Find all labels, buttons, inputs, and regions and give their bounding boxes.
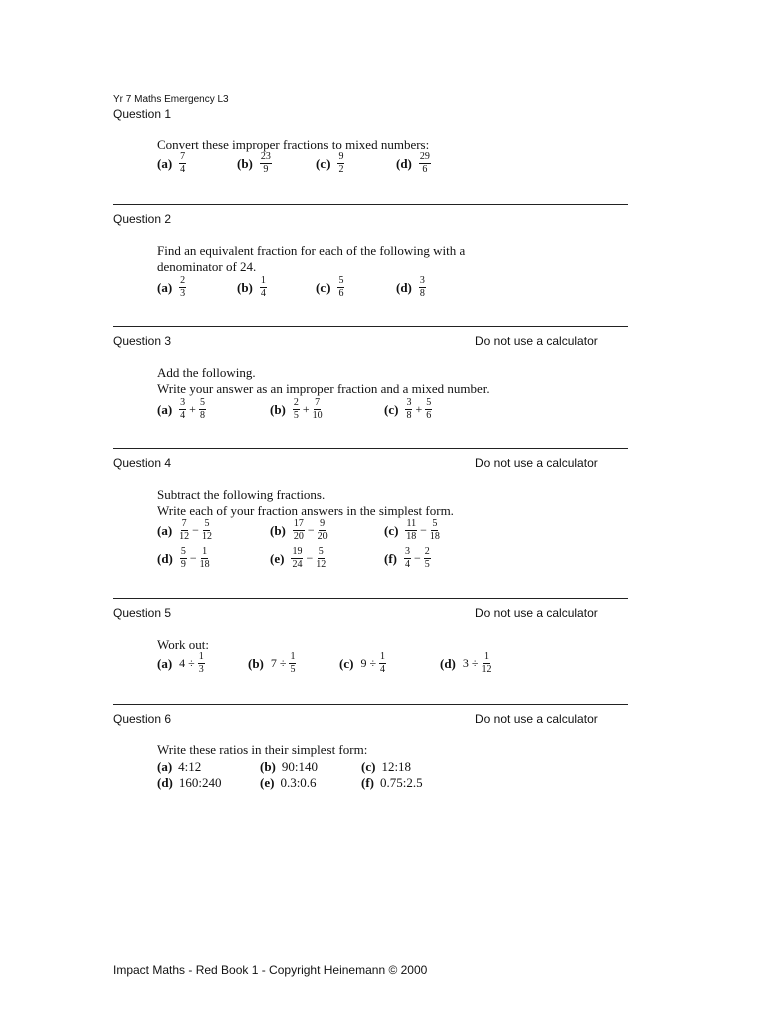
q5-item-b xyxy=(248,652,296,675)
item-label: (c) xyxy=(316,155,331,171)
fraction-expression xyxy=(404,547,431,570)
q2-item-d xyxy=(396,276,426,299)
question-4-instruction-line1: Subtract the following fractions. xyxy=(157,487,326,502)
q6-item-b xyxy=(260,759,318,775)
fraction: $\frac{3}{8}$ xyxy=(406,397,412,421)
operator: + xyxy=(415,402,423,416)
whole-number: 4 xyxy=(179,656,186,670)
q6-item-d xyxy=(157,775,222,791)
fraction-expression xyxy=(291,547,326,570)
question-6-instruction: Write these ratios in their simplest form: xyxy=(157,742,368,757)
whole-number: 7 xyxy=(270,656,277,670)
q4-item-d xyxy=(157,547,210,570)
question-2-instruction-line1: Find an equivalent fraction for each of the following with a xyxy=(157,243,466,258)
fraction-expression xyxy=(405,398,432,421)
question-1-instruction: Convert these improper fractions to mixed numbers: xyxy=(157,137,430,152)
q6-item-c xyxy=(361,759,411,775)
q2-item-a xyxy=(157,276,186,299)
question-5-title: Question 5 xyxy=(113,606,172,620)
item-label: (c) xyxy=(339,655,354,671)
question-1-title: Question 1 xyxy=(113,107,172,121)
item-label: (a) xyxy=(157,155,173,171)
fraction: $\frac{5}{12}$ xyxy=(316,546,327,570)
q5-item-d xyxy=(440,652,491,675)
fraction: $\frac{7}{12}$ xyxy=(179,518,190,542)
operator: − xyxy=(306,551,314,565)
item-label: (d) xyxy=(157,775,173,790)
q3-item-c xyxy=(384,398,432,421)
item-label: (f) xyxy=(361,775,374,790)
fraction: $\frac{7}{10}$ xyxy=(312,397,323,421)
fraction: $\frac{1}{4}$ xyxy=(380,651,386,675)
operator: ÷ xyxy=(471,656,479,670)
divider xyxy=(113,448,628,449)
document-header: Yr 7 Maths Emergency L3 xyxy=(113,94,229,105)
fraction: $\frac{5}{12}$ xyxy=(201,518,212,542)
division-expression xyxy=(271,652,297,675)
operator: ÷ xyxy=(369,656,377,670)
fraction: $\frac{2}{5}$ xyxy=(293,397,299,421)
operator: − xyxy=(307,523,315,537)
item-label: (b) xyxy=(248,655,264,671)
fraction: $\frac{17}{20}$ xyxy=(293,518,304,542)
item-label: (e) xyxy=(260,775,275,790)
fraction: $\frac{3}{4}$ xyxy=(180,397,186,421)
question-2-title: Question 2 xyxy=(113,212,172,226)
ratio-value: 0.75:2.5 xyxy=(380,775,423,790)
divider xyxy=(113,704,628,705)
ratio-value: 4:12 xyxy=(178,759,202,774)
division-expression xyxy=(463,652,492,675)
q1-item-a xyxy=(157,152,186,175)
item-label: (b) xyxy=(237,279,253,295)
fraction: $\frac{3}{4}$ xyxy=(405,546,410,570)
q1-item-b xyxy=(237,152,272,175)
fraction: $\frac{3}{8}$ xyxy=(419,275,425,299)
item-label: (a) xyxy=(157,279,173,295)
operator: ÷ xyxy=(188,656,195,670)
operator: − xyxy=(414,551,421,565)
divider xyxy=(113,598,628,599)
fraction-expression xyxy=(179,519,212,542)
q1-item-c xyxy=(316,152,344,175)
fraction: $\frac{29}{6}$ xyxy=(419,151,430,175)
fraction: $\frac{1}{18}$ xyxy=(199,546,210,570)
item-label: (e) xyxy=(270,550,285,566)
q1-item-d xyxy=(396,152,431,175)
item-label: (c) xyxy=(361,759,376,774)
question-2-instruction-line2: denominator of 24. xyxy=(157,259,257,274)
fraction: $\frac{1}{12}$ xyxy=(481,651,492,675)
division-expression xyxy=(179,652,205,675)
item-label: (b) xyxy=(270,401,286,417)
item-label: (a) xyxy=(157,401,173,417)
q4-item-b xyxy=(270,519,328,542)
fraction: $\frac{1}{3}$ xyxy=(198,651,204,675)
fraction: $\frac{5}{8}$ xyxy=(199,397,205,421)
ratio-value: 0.3:0.6 xyxy=(280,775,317,790)
item-label: (b) xyxy=(237,155,253,171)
fraction: $\frac{1}{4}$ xyxy=(260,275,266,299)
item-label: (d) xyxy=(396,279,412,295)
q3-item-a xyxy=(157,398,206,421)
calculator-note: Do not use a calculator xyxy=(475,712,598,726)
fraction: $\frac{5}{6}$ xyxy=(426,397,432,421)
divider xyxy=(113,204,628,205)
whole-number: 3 xyxy=(462,656,469,670)
fraction: $\frac{5}{18}$ xyxy=(429,518,440,542)
item-label: (c) xyxy=(316,279,331,295)
question-6-title: Question 6 xyxy=(113,712,172,726)
copyright-footer: Impact Maths - Red Book 1 - Copyright Heinemann © 2000 xyxy=(113,963,428,977)
question-4-title: Question 4 xyxy=(113,456,172,470)
item-label: (c) xyxy=(384,401,399,417)
fraction: $\frac{2}{3}$ xyxy=(180,275,186,299)
item-label: (a) xyxy=(157,522,173,538)
fraction: $\frac{2}{5}$ xyxy=(424,546,430,570)
divider xyxy=(113,326,628,327)
fraction: $\frac{1}{5}$ xyxy=(290,651,296,675)
calculator-note: Do not use a calculator xyxy=(475,606,598,620)
q6-item-f xyxy=(361,775,423,791)
question-3-title: Question 3 xyxy=(113,334,172,348)
question-5-instruction: Work out: xyxy=(157,637,210,652)
calculator-note: Do not use a calculator xyxy=(475,334,598,348)
operator: − xyxy=(192,523,199,537)
fraction-expression xyxy=(405,519,439,542)
fraction: $\frac{19}{24}$ xyxy=(292,546,303,570)
whole-number: 9 xyxy=(360,656,367,670)
fraction-expression xyxy=(180,547,210,570)
ratio-value: 160:240 xyxy=(178,775,222,790)
item-label: (d) xyxy=(440,655,456,671)
item-label: (b) xyxy=(260,759,276,774)
q4-item-a xyxy=(157,519,212,542)
fraction: $\frac{9}{20}$ xyxy=(317,518,328,542)
ratio-value: 90:140 xyxy=(281,759,319,774)
item-label: (d) xyxy=(396,155,412,171)
fraction: $\frac{23}{9}$ xyxy=(260,151,271,175)
fraction: $\frac{9}{2}$ xyxy=(338,151,344,175)
q2-item-b xyxy=(237,276,267,299)
fraction-expression xyxy=(293,519,328,542)
item-label: (a) xyxy=(157,759,173,774)
fraction-expression xyxy=(179,398,206,421)
item-label: (c) xyxy=(384,522,399,538)
q3-item-b xyxy=(270,398,323,421)
fraction: $\frac{7}{4}$ xyxy=(180,151,186,175)
q2-item-c xyxy=(316,276,344,299)
fraction: $\frac{11}{18}$ xyxy=(406,518,417,542)
fraction-expression xyxy=(293,398,323,421)
question-3-instruction-line1: Add the following. xyxy=(157,365,256,380)
fraction: $\frac{5}{9}$ xyxy=(180,546,186,570)
operator: + xyxy=(302,402,310,416)
fraction: $\frac{5}{6}$ xyxy=(338,275,344,299)
q4-item-f xyxy=(384,547,431,570)
calculator-note: Do not use a calculator xyxy=(475,456,598,470)
question-4-instruction-line2: Write each of your fraction answers in the simplest form. xyxy=(157,503,454,518)
q4-item-c xyxy=(384,519,440,542)
item-label: (d) xyxy=(157,550,173,566)
q6-item-a xyxy=(157,759,201,775)
q6-item-e xyxy=(260,775,317,791)
operator: − xyxy=(420,523,427,537)
item-label: (a) xyxy=(157,655,173,671)
division-expression xyxy=(360,652,386,675)
ratio-value: 12:18 xyxy=(381,759,412,774)
item-label: (b) xyxy=(270,522,286,538)
q5-item-a xyxy=(157,652,205,675)
operator: − xyxy=(189,551,197,565)
operator: + xyxy=(189,402,196,416)
q4-item-e xyxy=(270,547,326,570)
question-3-instruction-line2: Write your answer as an improper fraction and a mixed number. xyxy=(157,381,490,396)
item-label: (f) xyxy=(384,550,397,566)
q5-item-c xyxy=(339,652,386,675)
operator: ÷ xyxy=(279,656,287,670)
